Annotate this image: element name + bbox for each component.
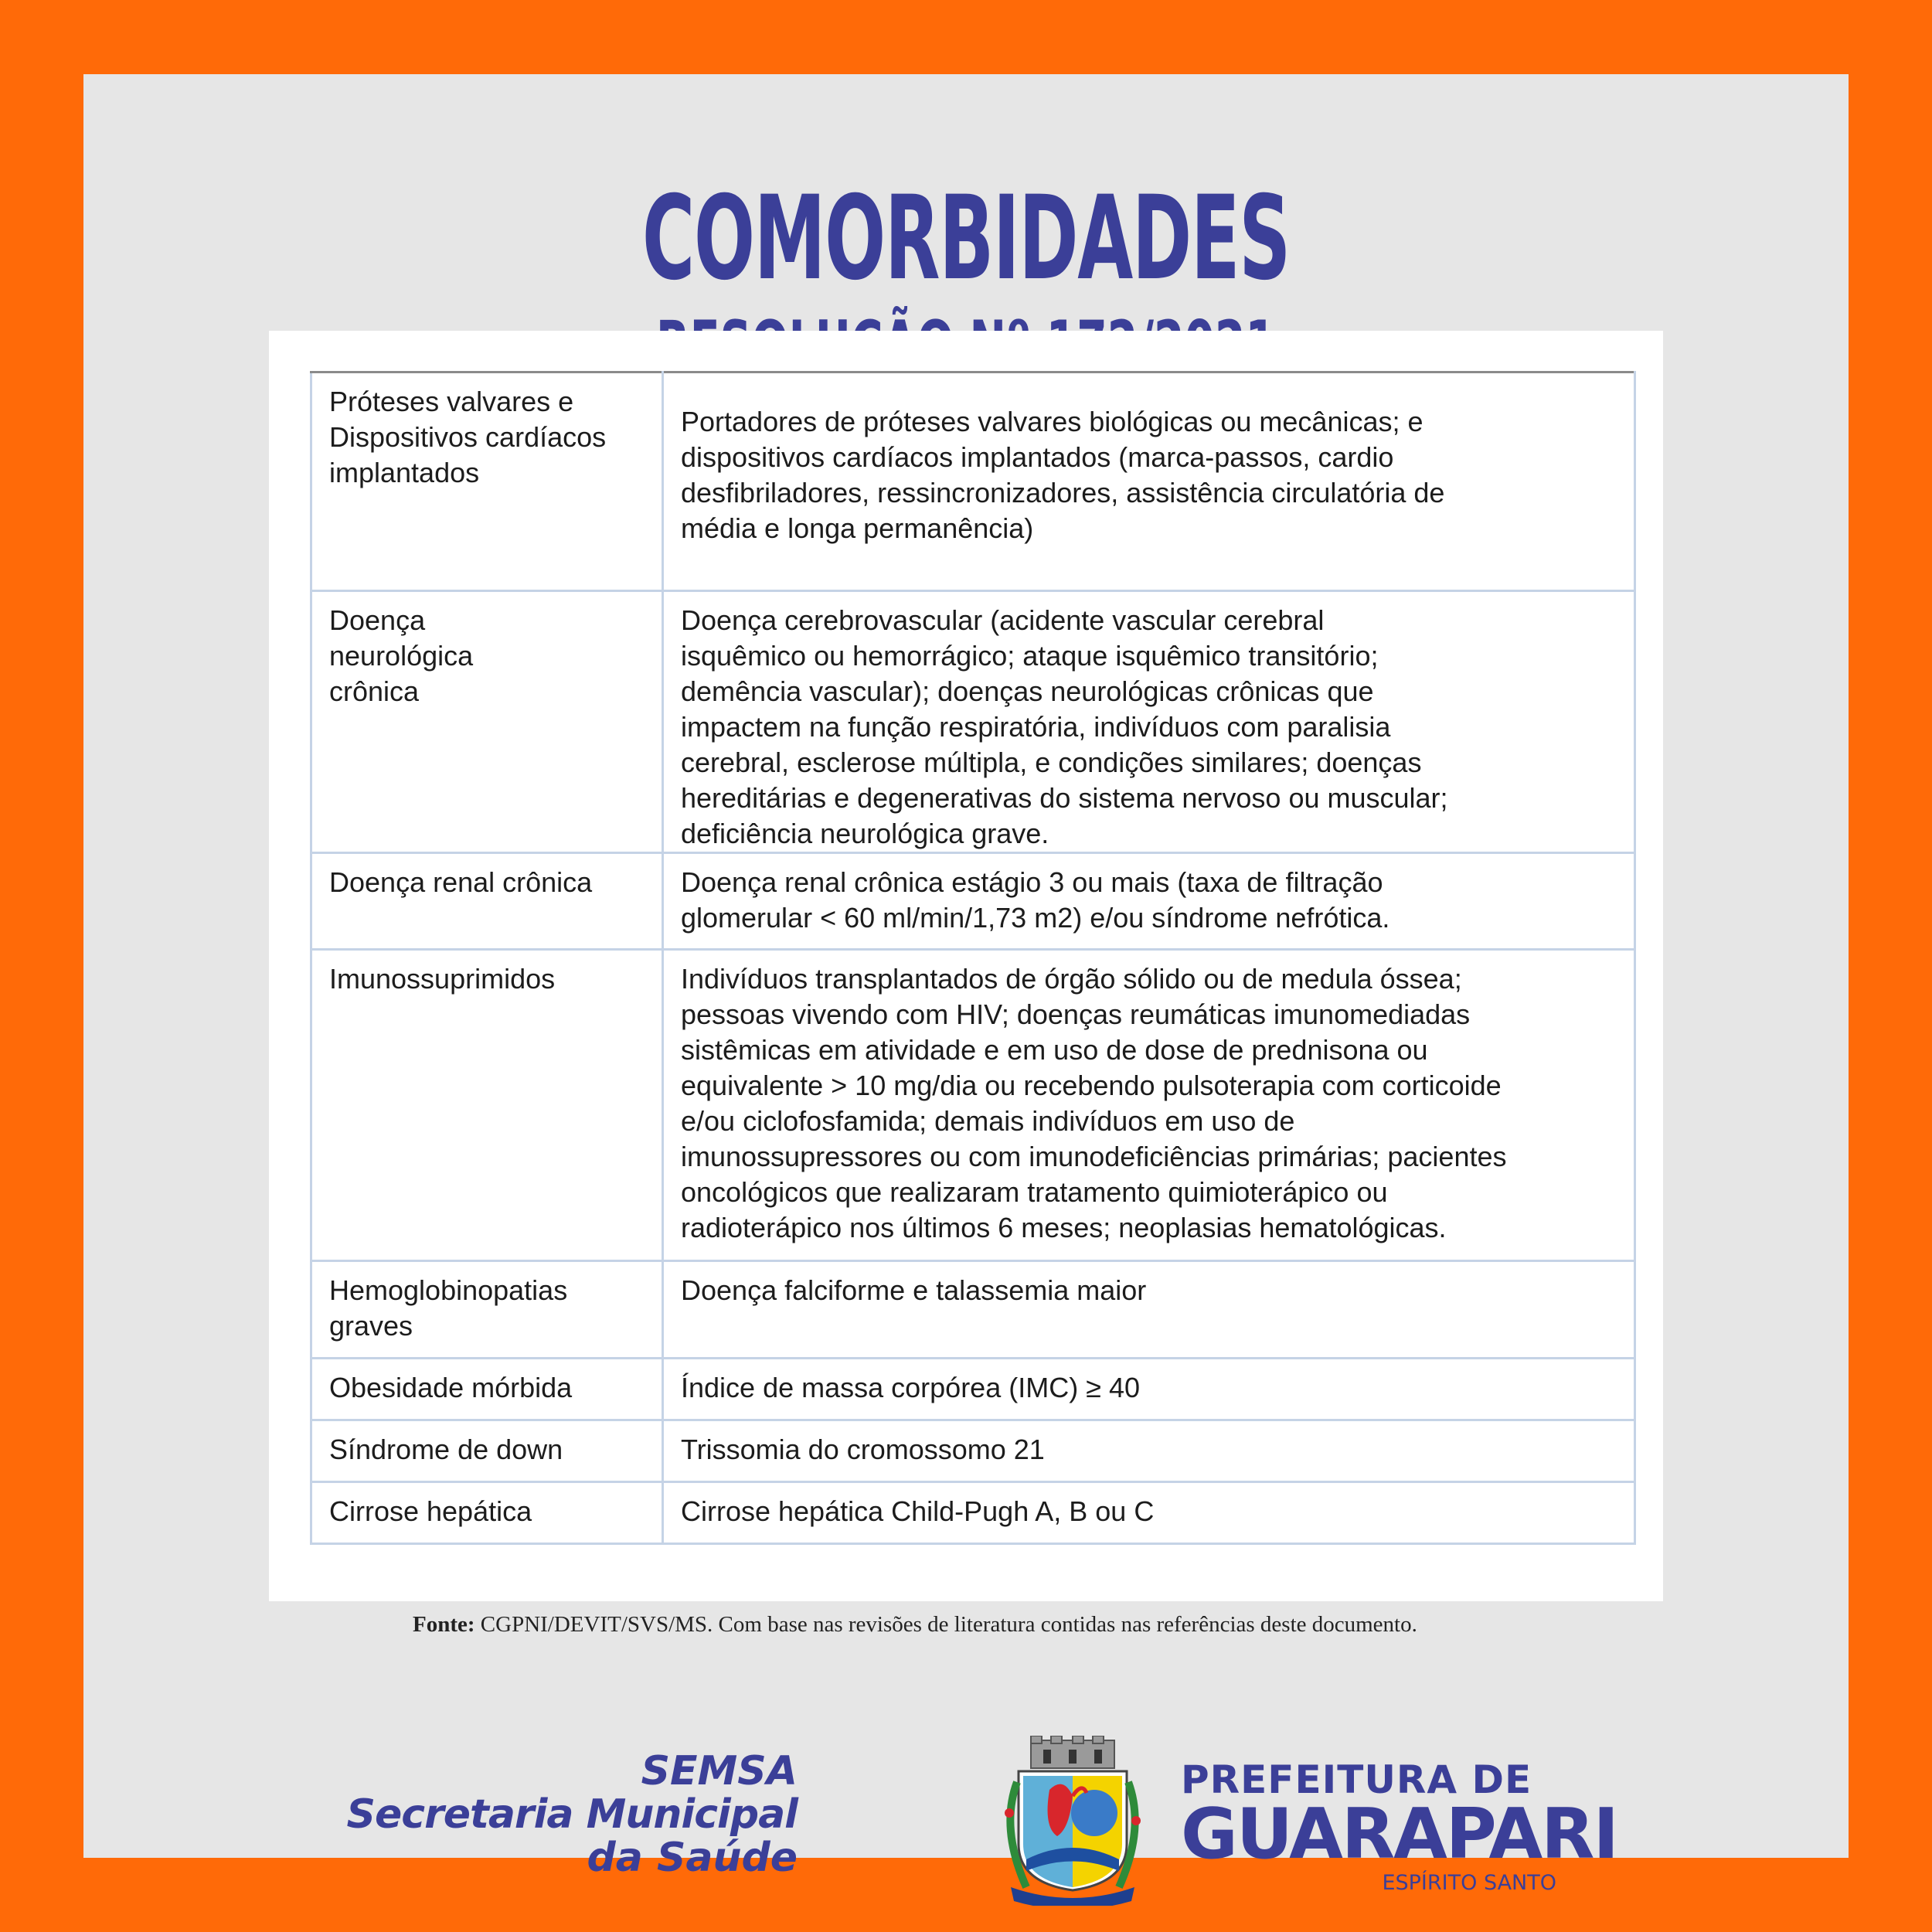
source-text: CGPNI/DEVIT/SVS/MS. Com base nas revisões de literatura contidas nas referências deste documento.	[480, 1612, 1417, 1637]
semsa-acronym: SEMSA	[641, 1748, 798, 1794]
description-cell: Portadores de próteses valvares biológicas ou mecânicas; e dispositivos cardíacos implantados (marca-passos, cardio desfibriladores, ressincronizadores, assistência circulatória de média e longa permanência)	[663, 372, 1635, 591]
semsa-name-line2: da Saúde	[587, 1835, 798, 1881]
source-label: Fonte:	[413, 1612, 475, 1637]
description-cell: Doença cerebrovascular (acidente vascular cerebral isquêmico ou hemorrágico; ataque isquêmico transitório; demência vascular); doenças neurológicas crônicas que impactem na função respiratória, indivíduos com paralisia cerebral, esclerose múltipla, e condições similares; doenças hereditárias e degenerativas do sistema nervoso ou muscular; deficiência neurológica grave.	[663, 591, 1635, 853]
condition-cell: Próteses valvares e Dispositivos cardíacos implantados	[311, 372, 663, 591]
comorbidities-table	[310, 371, 1636, 1545]
condition-cell: Síndrome de down	[311, 1420, 663, 1482]
table-row	[311, 1261, 1635, 1359]
condition-cell: Imunossuprimidos	[311, 950, 663, 1261]
table-row	[311, 591, 1635, 853]
semsa-logo-text	[347, 1750, 798, 1879]
description-cell: Trissomia do cromossomo 21	[663, 1420, 1635, 1482]
prefeitura-logo-text	[1181, 1759, 1617, 1895]
condition-cell: Doença renal crônica	[311, 853, 663, 950]
condition-cell: Obesidade mórbida	[311, 1359, 663, 1420]
semsa-name-line1: Secretaria Municipal	[346, 1791, 798, 1838]
document-excerpt	[269, 331, 1663, 1637]
description-cell: Doença falciforme e talassemia maior	[663, 1261, 1635, 1359]
city-name: GUARAPARI	[1181, 1794, 1617, 1875]
content-panel	[83, 74, 1849, 1895]
description-cell: Cirrose hepática Child-Pugh A, B ou C	[663, 1482, 1635, 1544]
source-note	[413, 1612, 1417, 1638]
condition-cell: Doença neurológica crônica	[311, 591, 663, 853]
condition-cell: Hemoglobinopatias graves	[311, 1261, 663, 1359]
prefeitura-label: PREFEITURA DE	[1181, 1757, 1532, 1802]
page-title: COMORBIDADES	[641, 172, 1291, 306]
table-row	[311, 1420, 1635, 1482]
municipal-crest-icon	[995, 1736, 1150, 1906]
table-row	[311, 1359, 1635, 1420]
table-row	[311, 372, 1635, 591]
description-cell: Índice de massa corpórea (IMC) ≥ 40	[663, 1359, 1635, 1420]
table-row	[311, 950, 1635, 1261]
description-cell: Indivíduos transplantados de órgão sólido ou de medula óssea; pessoas vivendo com HIV; doenças reumáticas imunomediadas sistêmicas em atividade e em uso de dose de prednisona ou equivalente > 10 mg/dia ou recebendo pulsoterapia com corticoide e/ou ciclofosfamida; demais indivíduos em uso de imunossupressores ou com imunodeficiências primárias; pacientes oncológicos que realizaram tratamento quimioterápico ou radioterápico nos últimos 6 meses; neoplasias hematológicas.	[663, 950, 1635, 1261]
table-row	[311, 1482, 1635, 1544]
condition-cell: Cirrose hepática	[311, 1482, 663, 1544]
table-row	[311, 853, 1635, 950]
description-cell: Doença renal crônica estágio 3 ou mais (taxa de filtração glomerular < 60 ml/min/1,73 m2) e/ou síndrome nefrótica.	[663, 853, 1635, 950]
state-name: ESPÍRITO SANTO	[1382, 1871, 1556, 1895]
